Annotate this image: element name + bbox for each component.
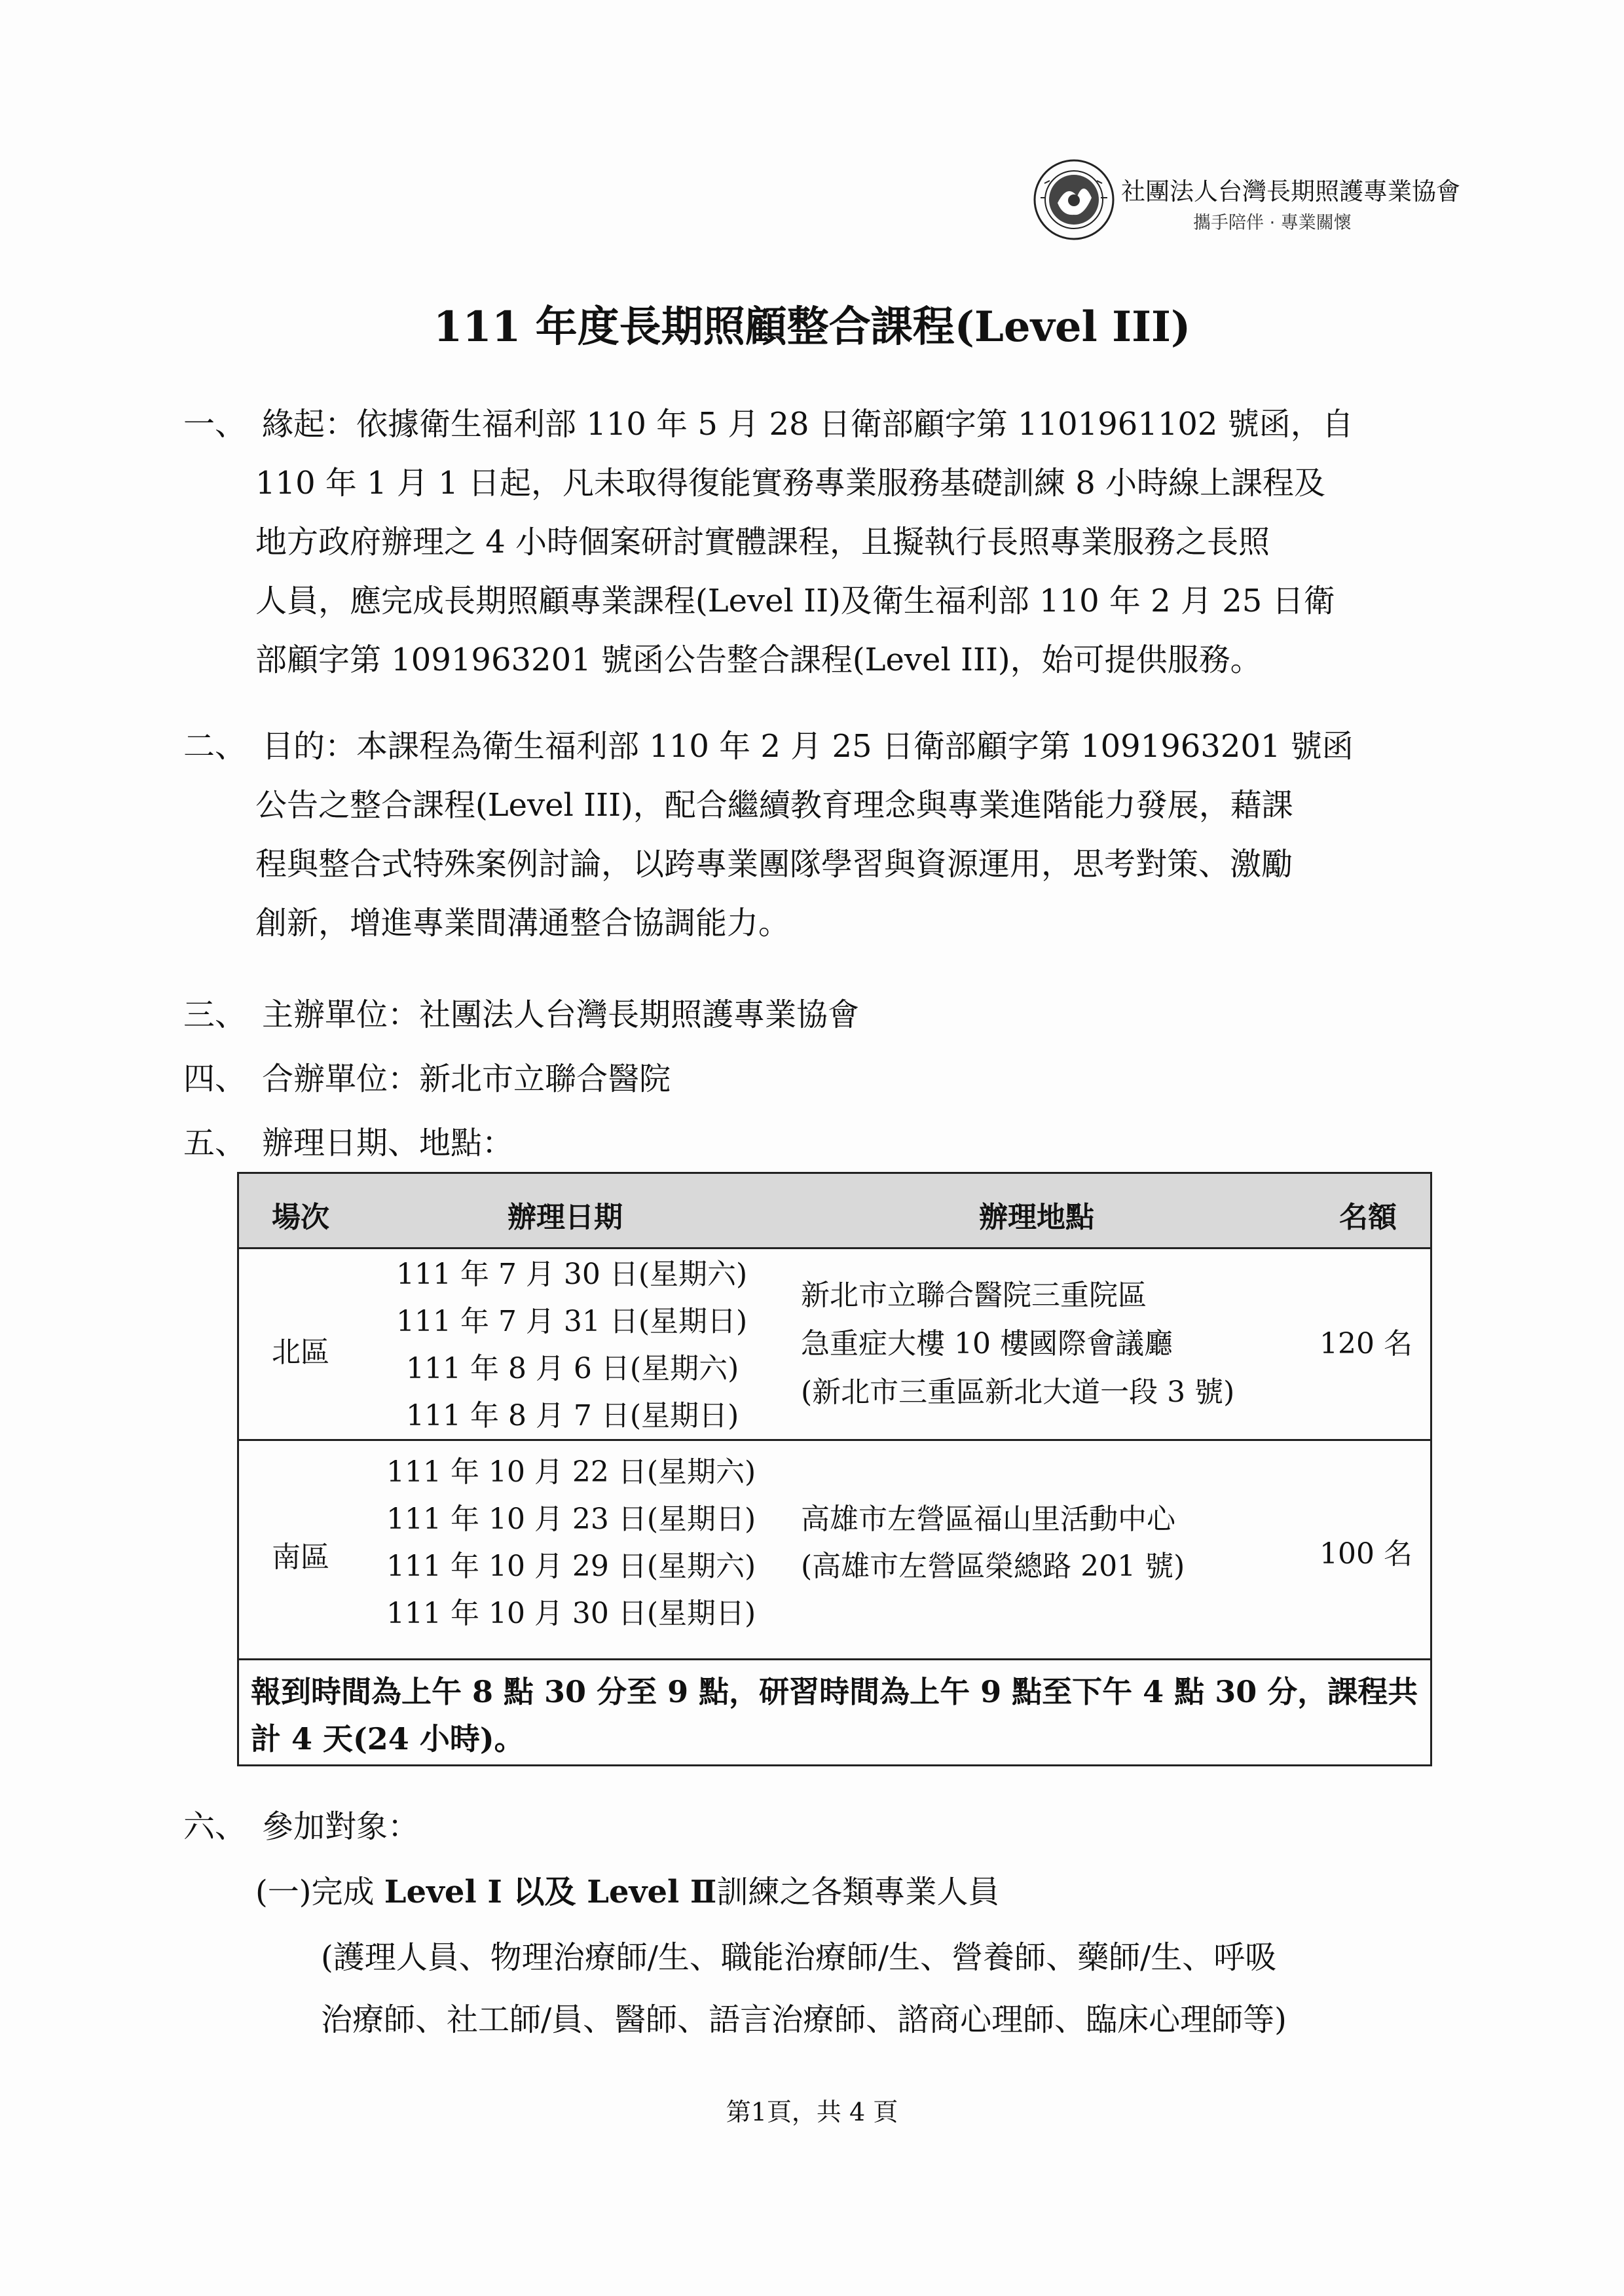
table-note: 報到時間為上午 8 點 30 分至 9 點，研習時間為上午 9 點至下午 4 點 30 分，課程共計 4 天(24 小時)。 — [251, 1674, 1418, 1757]
section-2-line-2: 公告之整合課程(Level III)，配合繼續教育理念與專業進階能力發展，藉課 — [255, 787, 1293, 824]
row-north-session: 北區 — [272, 1336, 329, 1369]
section-2-line-3: 程與整合式特殊案例討論，以跨專業團隊學習與資源運用，思考對策、激勵 — [255, 846, 1293, 883]
row-south-date-3: 111 年 10 月 29 日(星期六) — [386, 1550, 756, 1583]
table-header-session: 場次 — [272, 1201, 329, 1234]
document-title: 111 年度長期照顧整合課程(Level III) — [433, 302, 1191, 352]
row-south-date-1: 111 年 10 月 22 日(星期六) — [386, 1455, 756, 1489]
row-south-location-2: (高雄市左營區榮總路 201 號) — [801, 1550, 1185, 1583]
row-north-date-4: 111 年 8 月 7 日(星期日) — [406, 1399, 739, 1432]
row-south-date-4: 111 年 10 月 30 日(星期日) — [386, 1597, 756, 1630]
section-5-number: 五、 — [183, 1125, 247, 1161]
section-6-text: 參加對象： — [262, 1808, 420, 1845]
section-2-line-1: 目的：本課程為衛生福利部 110 年 2 月 25 日衛部顧字第 1091963201 號函 — [262, 728, 1354, 765]
row-north-location-3: (新北市三重區新北大道一段 3 號) — [801, 1376, 1235, 1409]
target-item-1-detail-2: 治療師、社工師/員、醫師、語言治療師、諮商心理師、臨床心理師等) — [321, 2001, 1287, 2038]
table-header-quota: 名額 — [1339, 1201, 1397, 1234]
section-3-number: 三、 — [183, 996, 247, 1033]
section-4-number: 四、 — [183, 1061, 247, 1097]
section-1-line-1: 緣起：依據衛生福利部 110 年 5 月 28 日衛部顧字第 1101961102 號函，自 — [262, 406, 1354, 443]
schedule-table — [237, 1172, 1432, 1766]
organization-slogan: 攜手陪伴 · 專業關懷 — [1193, 213, 1352, 233]
section-3-text: 主辦單位：社團法人台灣長期照護專業協會 — [262, 996, 860, 1033]
page-number: 第1頁，共 4 頁 — [726, 2098, 898, 2126]
association-seal-logo — [1031, 157, 1116, 242]
target-item-1-suffix: 訓練之各類專業人員 — [716, 1874, 1000, 1910]
section-1-line-2: 110 年 1 月 1 日起，凡未取得復能實務專業服務基礎訓練 8 小時線上課程及 — [255, 465, 1326, 501]
row-north-date-1: 111 年 7 月 30 日(星期六) — [396, 1258, 748, 1291]
table-header-dates: 辦理日期 — [507, 1201, 623, 1234]
table-header-location: 辦理地點 — [979, 1201, 1094, 1234]
row-north-location-1: 新北市立聯合醫院三重院區 — [801, 1279, 1147, 1312]
section-2-line-4: 創新，增進專業間溝通整合協調能力。 — [255, 905, 790, 941]
organization-name: 社團法人台灣長期照護專業協會 — [1121, 177, 1460, 206]
section-5-text: 辦理日期、地點： — [262, 1125, 514, 1161]
target-item-1-levels: Level I 以及 Level Ⅱ — [384, 1874, 717, 1910]
section-6-number: 六、 — [183, 1808, 247, 1845]
target-item-1 — [255, 1872, 999, 1912]
target-item-1-detail-1: (護理人員、物理治療師/生、職能治療師/生、營養師、藥師/生、呼吸 — [321, 1939, 1277, 1976]
row-south-date-2: 111 年 10 月 23 日(星期日) — [386, 1503, 756, 1536]
section-1-number: 一、 — [183, 406, 247, 443]
section-1-line-3: 地方政府辦理之 4 小時個案研討實體課程，且擬執行長照專業服務之長照 — [255, 524, 1270, 560]
row-north-date-2: 111 年 7 月 31 日(星期日) — [396, 1305, 748, 1338]
section-2-number: 二、 — [183, 728, 247, 765]
target-item-1-prefix: (一)完成 — [255, 1874, 384, 1910]
row-south-session: 南區 — [272, 1540, 329, 1574]
section-4-text: 合辦單位：新北市立聯合醫院 — [262, 1061, 671, 1097]
row-south-location-1: 高雄市左營區福山里活動中心 — [801, 1503, 1175, 1536]
section-1-line-5: 部顧字第 1091963201 號函公告整合課程(Level III)，始可提供服務。 — [255, 642, 1262, 678]
row-north-date-3: 111 年 8 月 6 日(星期六) — [406, 1352, 739, 1385]
table-row-divider — [239, 1439, 1430, 1441]
table-header-row — [239, 1174, 1430, 1249]
row-north-quota: 120 名 — [1320, 1327, 1412, 1360]
row-north-location-2: 急重症大樓 10 樓國際會議廳 — [801, 1327, 1173, 1360]
row-south-quota: 100 名 — [1320, 1537, 1412, 1571]
section-1-line-4: 人員，應完成長期照顧專業課程(Level II)及衛生福利部 110 年 2 月 25 日衛 — [255, 583, 1335, 619]
table-note-divider — [239, 1658, 1430, 1660]
